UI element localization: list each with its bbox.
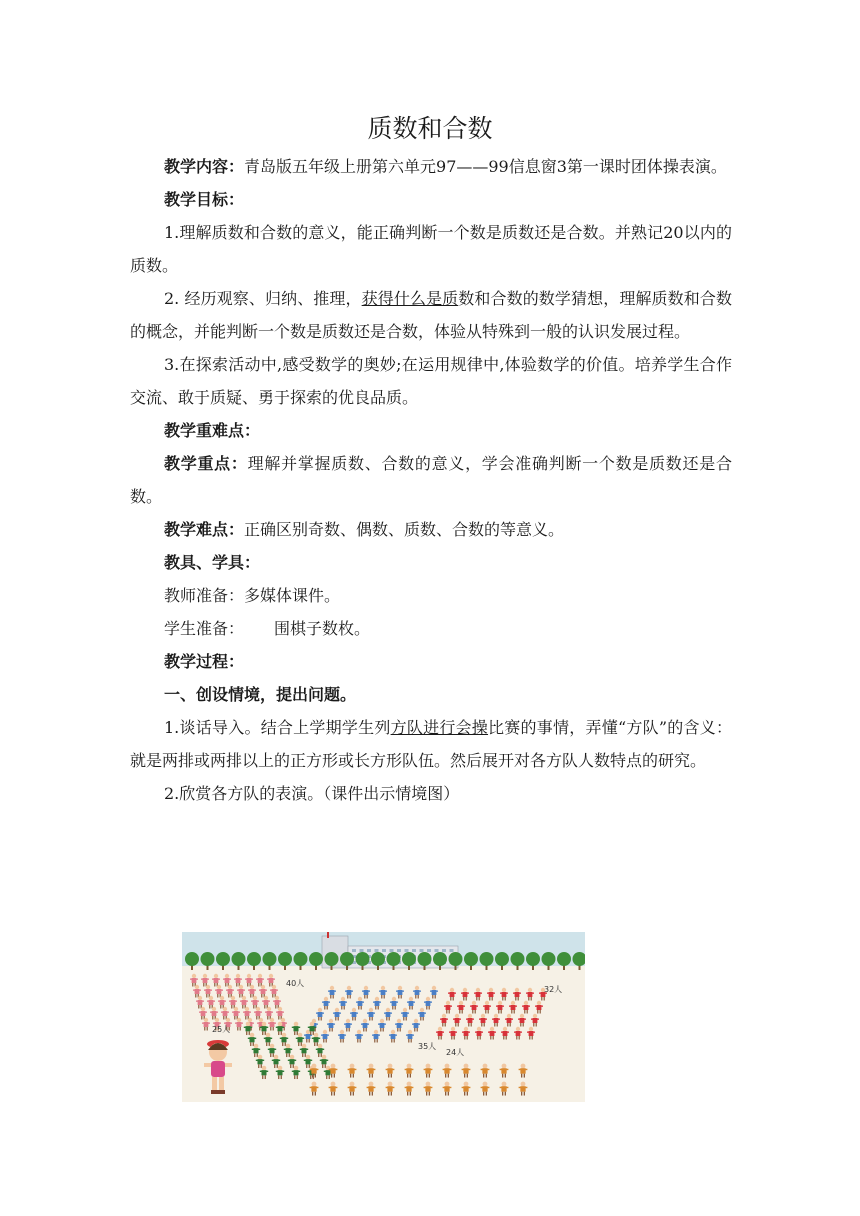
underlined-text: 方队进行会操 — [390, 718, 489, 737]
scene-svg — [182, 932, 585, 1102]
label-25: 25人 — [212, 1025, 231, 1034]
difficult-point-paragraph: 教学难点：正确区别奇数、偶数、质数、合数的等意义。 — [164, 520, 565, 539]
content-paragraph — [130, 150, 732, 183]
key-point-label: 教学重点： — [164, 454, 248, 473]
document-body — [130, 150, 732, 810]
goal-item-2: 2. 经历观察、归纳、推理，获得什么是质数和合数的数学猜想，理解质数和合数的概念，并能判断一个数是质数还是合数，体验从特殊到一般的认识发展过程。 — [130, 289, 732, 341]
section-1-heading: 一、创设情境，提出问题。 — [164, 685, 357, 704]
performance-scene-illustration — [182, 932, 585, 1102]
label-35: 35人 — [418, 1042, 437, 1051]
goal-item-1: 1.理解质数和合数的意义，能正确判断一个数是质数还是合数。并熟记20以内的质数。 — [130, 223, 732, 275]
label-24: 24人 — [446, 1048, 465, 1057]
goals-heading: 教学目标： — [164, 190, 245, 209]
tools-heading: 教具、学具： — [164, 553, 261, 572]
step-1-paragraph: 1.谈话导入。结合上学期学生列方队进行会操比赛的事情，弄懂“方队”的含义：就是两排或两排以上的正方形或长方形队伍。然后展开对各方队人数特点的研究。 — [130, 718, 732, 770]
student-prep: 学生准备： 围棋子数枚。 — [164, 619, 371, 638]
content-text: 青岛版五年级上册第六单元97——99信息窗3第一课时团体操表演。 — [244, 157, 727, 176]
key-difficult-heading: 教学重难点： — [164, 421, 261, 440]
page-title: 质数和合数 — [367, 114, 493, 143]
content-label: 教学内容： — [164, 157, 245, 176]
label-40: 40人 — [286, 979, 305, 988]
underlined-text: 获得什么是质 — [361, 289, 459, 308]
process-heading: 教学过程： — [164, 652, 245, 671]
label-32: 32人 — [544, 985, 563, 994]
difficult-point-label: 教学难点： — [164, 520, 245, 539]
teacher-prep: 教师准备：多媒体课件。 — [164, 586, 341, 605]
goal-item-3: 3.在探索活动中,感受数学的奥妙;在运用规律中,体验数学的价值。培养学生合作交流、敢于质疑、勇于探索的优良品质。 — [130, 355, 732, 407]
step-2-paragraph: 2.欣赏各方队的表演。（课件出示情境图） — [164, 784, 460, 803]
key-point-paragraph: 教学重点：理解并掌握质数、合数的意义，学会准确判断一个数是质数还是合数。 — [130, 454, 732, 506]
